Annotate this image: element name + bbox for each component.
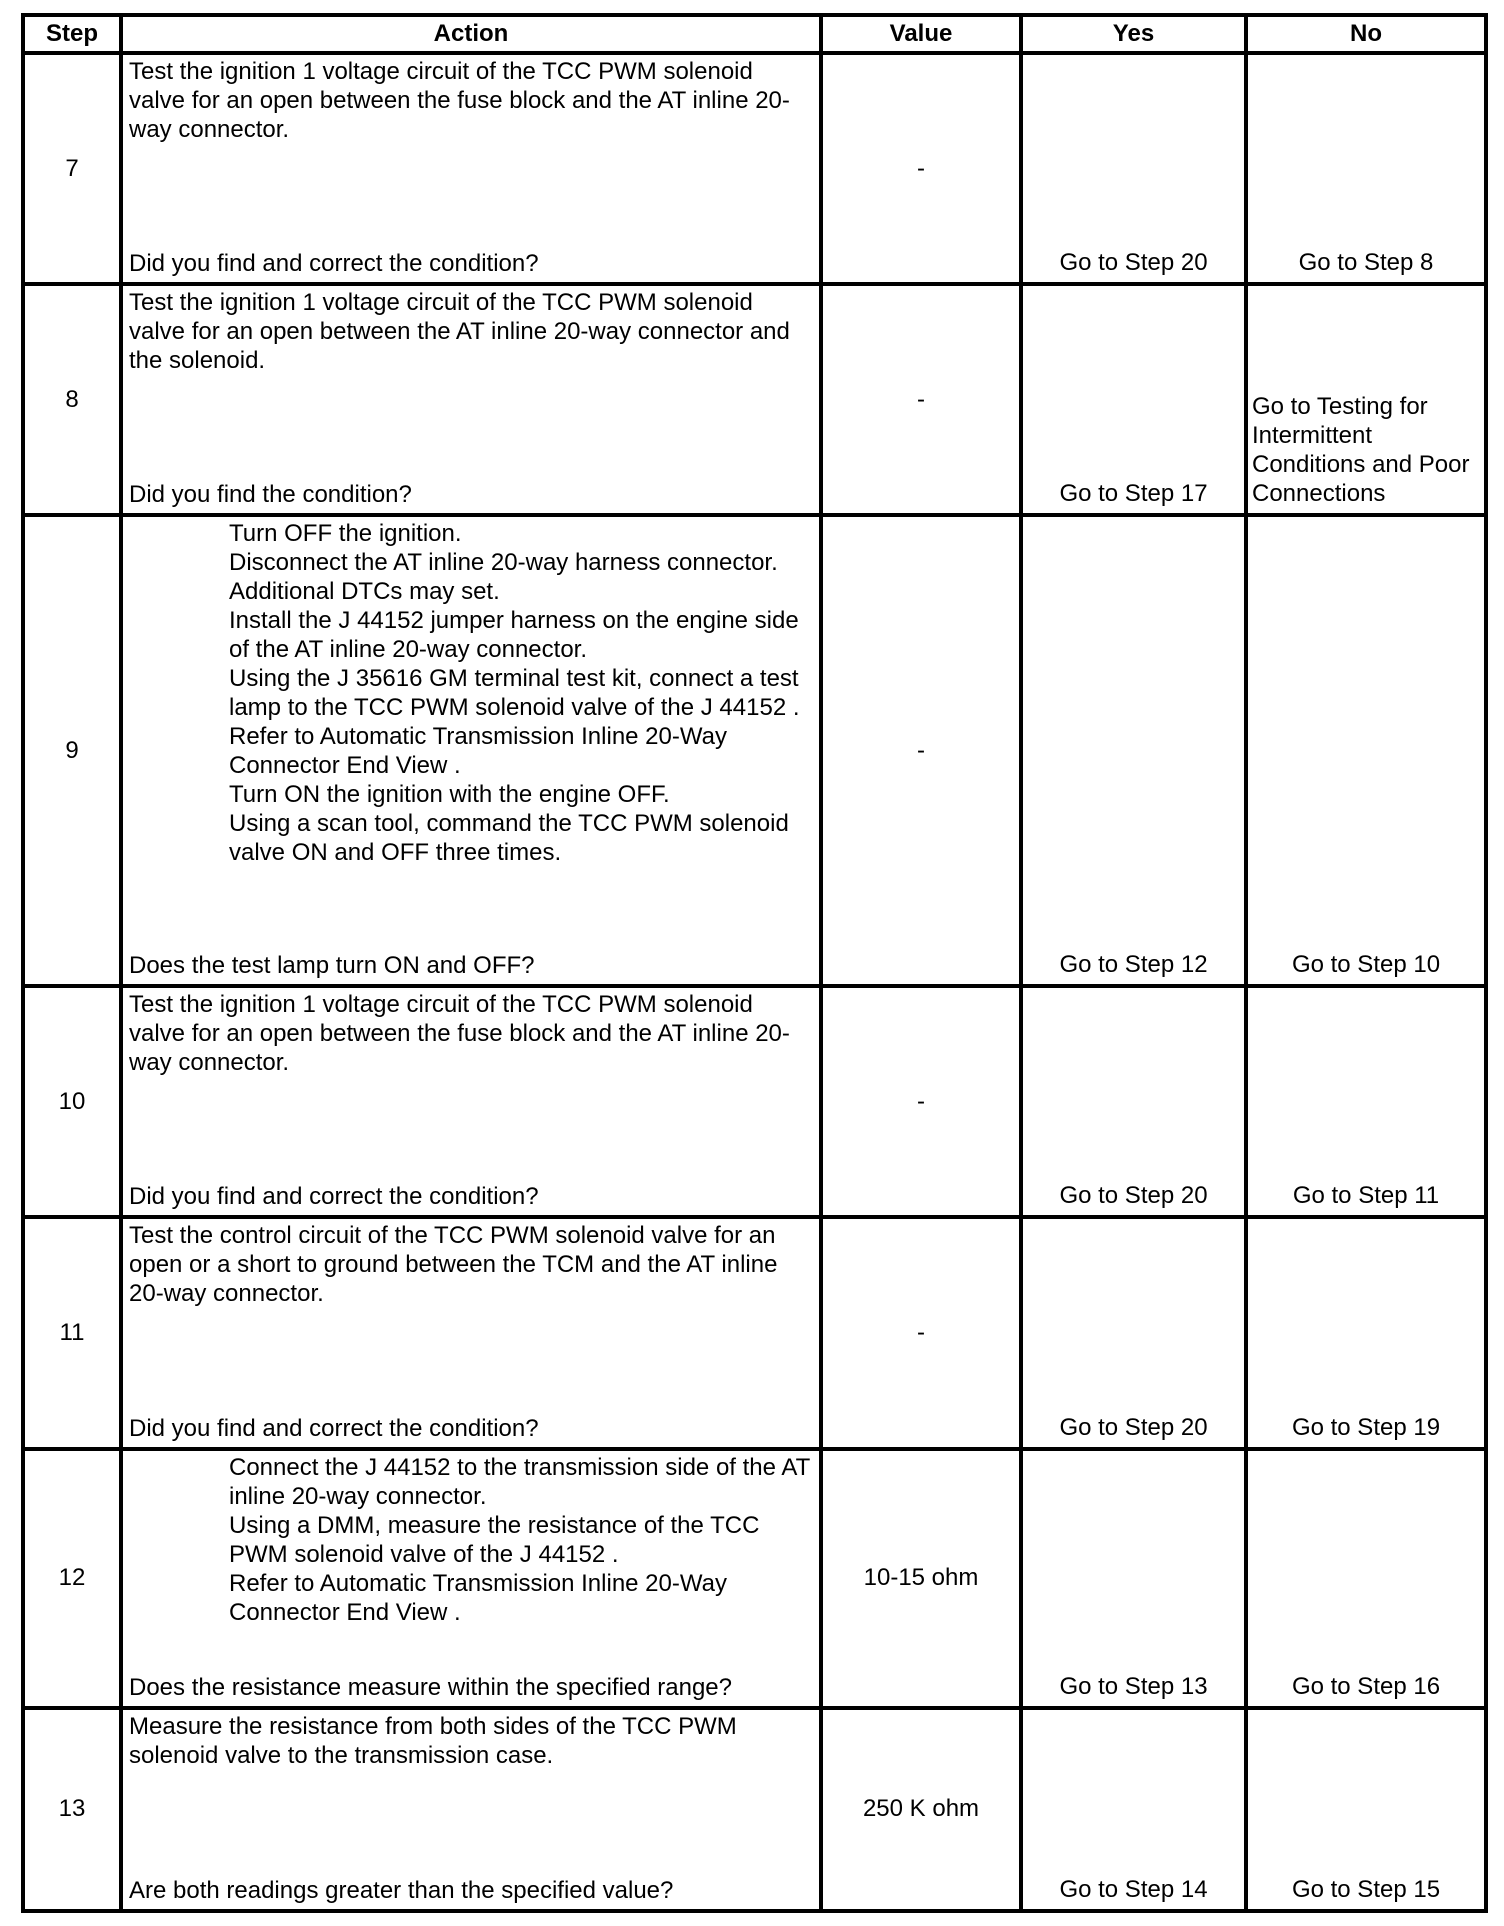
yes-cell	[1021, 1217, 1246, 1448]
table-row	[23, 1449, 1486, 1708]
header-action: Action	[121, 15, 821, 53]
list-item: Refer to Automatic Transmission Inline 20-Way Connector End View .	[229, 1569, 727, 1626]
no-text: Go to Testing for Intermittent Conditions and Poor Connections	[1252, 393, 1470, 508]
header-step: Step	[23, 15, 121, 53]
action-question: Does the resistance measure within the specified range?	[129, 1673, 732, 1701]
yes-text: Go to Step 14	[1059, 1876, 1208, 1903]
yes-text: Go to Step 20	[1059, 249, 1208, 277]
action-question: Does the test lamp turn ON and OFF?	[129, 952, 535, 980]
yes-text: Go to Step 20	[1059, 1182, 1208, 1210]
no-cell	[1246, 1708, 1486, 1911]
action-cell	[121, 53, 821, 284]
header-row	[23, 15, 1486, 53]
action-question: Did you find and correct the condition?	[129, 1183, 539, 1211]
action-text: Test the ignition 1 voltage circuit of the TCC PWM solenoid valve for an open between the fuse block and the AT inline 20-way connector.	[129, 58, 790, 143]
list-item: Connect the J 44152 to the transmission side of the AT inline 20-way connector.	[229, 1453, 810, 1510]
no-text: Go to Step 19	[1291, 1413, 1441, 1441]
action-text: Test the ignition 1 voltage circuit of the TCC PWM solenoid valve for an open between the AT inline 20-way connector and the solenoid.	[129, 289, 790, 375]
action-cell	[121, 1449, 821, 1708]
value-cell: -	[821, 284, 1021, 515]
value-cell: 250 K ohm	[821, 1708, 1021, 1911]
action-question: Did you find and correct the condition?	[129, 250, 539, 278]
action-cell	[121, 986, 821, 1217]
yes-cell	[1021, 53, 1246, 284]
value-cell: -	[821, 986, 1021, 1217]
header-yes: Yes	[1021, 15, 1246, 53]
step-number: 13	[23, 1708, 121, 1911]
list-item: Install the J 44152 jumper harness on the engine side of the AT inline 20-way connector.	[229, 607, 799, 664]
no-text: Go to Step 15	[1291, 1876, 1441, 1903]
no-cell	[1246, 1449, 1486, 1708]
yes-text: Go to Step 20	[1059, 1413, 1208, 1441]
table-row	[23, 986, 1486, 1217]
action-question: Did you find the condition?	[129, 481, 412, 509]
diagnostic-table	[21, 13, 1488, 1913]
action-steps-list	[129, 1453, 813, 1627]
action-cell	[121, 1217, 821, 1448]
table-row	[23, 53, 1486, 284]
step-number: 7	[23, 53, 121, 284]
action-steps-list	[129, 519, 813, 867]
step-number: 9	[23, 515, 121, 986]
table-row	[23, 1217, 1486, 1448]
no-cell	[1246, 53, 1486, 284]
list-item: Using a DMM, measure the resistance of the TCC PWM solenoid valve of the J 44152 .	[229, 1511, 760, 1568]
list-item: Using the J 35616 GM terminal test kit, connect a test lamp to the TCC PWM solenoid valve of the J 44152 .	[229, 665, 800, 722]
list-item: Turn ON the ignition with the engine OFF.	[229, 781, 670, 809]
yes-cell	[1021, 515, 1246, 986]
action-text: Test the control circuit of the TCC PWM solenoid valve for an open or a short to ground between the TCM and the AT inline 20-way connector.	[129, 1222, 778, 1308]
list-item: Disconnect the AT inline 20-way harness connector. Additional DTCs may set.	[229, 549, 778, 606]
step-number: 8	[23, 284, 121, 515]
no-cell	[1246, 986, 1486, 1217]
no-cell	[1246, 515, 1486, 986]
step-number: 10	[23, 986, 121, 1217]
value-cell: -	[821, 53, 1021, 284]
no-cell	[1246, 284, 1486, 515]
action-cell	[121, 515, 821, 986]
yes-cell	[1021, 1449, 1246, 1708]
table-row	[23, 284, 1486, 515]
value-cell: 10-15 ohm	[821, 1449, 1021, 1708]
yes-text: Go to Step 13	[1059, 1672, 1208, 1700]
table-row	[23, 515, 1486, 986]
header-no: No	[1246, 15, 1486, 53]
action-question: Did you find and correct the condition?	[129, 1414, 539, 1442]
list-item: Turn OFF the ignition.	[229, 520, 462, 548]
no-text: Go to Step 11	[1292, 1182, 1440, 1210]
no-text: Go to Step 10	[1291, 951, 1441, 979]
action-cell	[121, 284, 821, 515]
list-item: Using a scan tool, command the TCC PWM solenoid valve ON and OFF three times.	[229, 810, 789, 867]
yes-text: Go to Step 12	[1059, 951, 1208, 979]
header-value: Value	[821, 15, 1021, 53]
action-text: Test the ignition 1 voltage circuit of the TCC PWM solenoid valve for an open between the fuse block and the AT inline 20-way connector.	[129, 991, 790, 1077]
action-cell	[121, 1708, 821, 1911]
step-number: 11	[23, 1217, 121, 1448]
yes-cell	[1021, 284, 1246, 515]
action-text: Measure the resistance from both sides of the TCC PWM solenoid valve to the transmission case.	[129, 1712, 737, 1769]
no-text: Go to Step 16	[1291, 1672, 1441, 1700]
action-question: Are both readings greater than the specified value?	[129, 1877, 674, 1904]
step-number: 12	[23, 1449, 121, 1708]
no-cell	[1246, 1217, 1486, 1448]
yes-cell	[1021, 1708, 1246, 1911]
yes-text: Go to Step 17	[1059, 480, 1208, 508]
table-row	[23, 1708, 1486, 1911]
yes-cell	[1021, 986, 1246, 1217]
value-cell: -	[821, 1217, 1021, 1448]
list-item: Refer to Automatic Transmission Inline 20-Way Connector End View .	[229, 723, 727, 780]
no-text: Go to Step 8	[1298, 249, 1434, 277]
value-cell: -	[821, 515, 1021, 986]
